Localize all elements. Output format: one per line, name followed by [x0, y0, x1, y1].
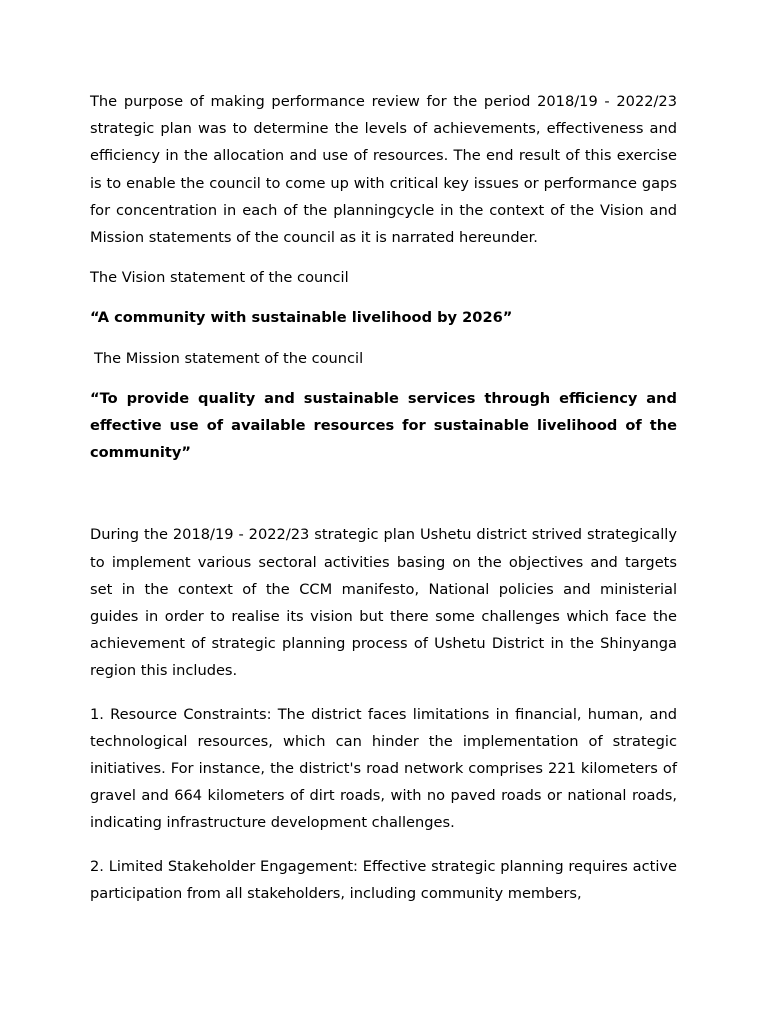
list-item-stakeholder-engagement: 2. Limited Stakeholder Engagement: Effective strategic planning requires active participation from all stakeholders, including community members, [90, 857, 677, 902]
document-page [90, 88, 677, 907]
vision-statement: “A community with sustainable livelihood by 2026” [90, 309, 513, 327]
mission-statement: “To provide quality and sustainable services through efficiency and effective use of available resources for sustainable livelihood of the community” [90, 389, 677, 462]
vision-heading: The Vision statement of the council [90, 269, 349, 287]
list-item-resource-constraints: 1. Resource Constraints: The district faces limitations in financial, human, and technological resources, which can hinder the implementation of strategic initiatives. For instance, the district's road network comprises 221 kilometers of gravel and 664 kilometers of dirt roads, with no paved roads or national roads, indicating infrastructure development challenges. [90, 705, 677, 832]
purpose-paragraph: The purpose of making performance review for the period 2018/19 - 2022/23 strategic plan was to determine the levels of achievements, effectiveness and efficiency in the allocation and use of resources. The end result of this exercise is to enable the council to come up with critical key issues or performance gaps for concentration in each of the planningcycle in the context of the Vision and Mission statements of the council as it is narrated hereunder. [90, 93, 677, 247]
challenges-intro-paragraph: During the 2018/19 - 2022/23 strategic plan Ushetu district strived strategically to implement various sectoral activities basing on the objectives and targets set in the context of the CCM manifesto, National policies and ministerial guides in order to realise its vision but there some challenges which face the achievement of strategic planning process of Ushetu District in the Shinyanga region this includes. [90, 526, 677, 680]
mission-heading: The Mission statement of the council [94, 349, 364, 367]
